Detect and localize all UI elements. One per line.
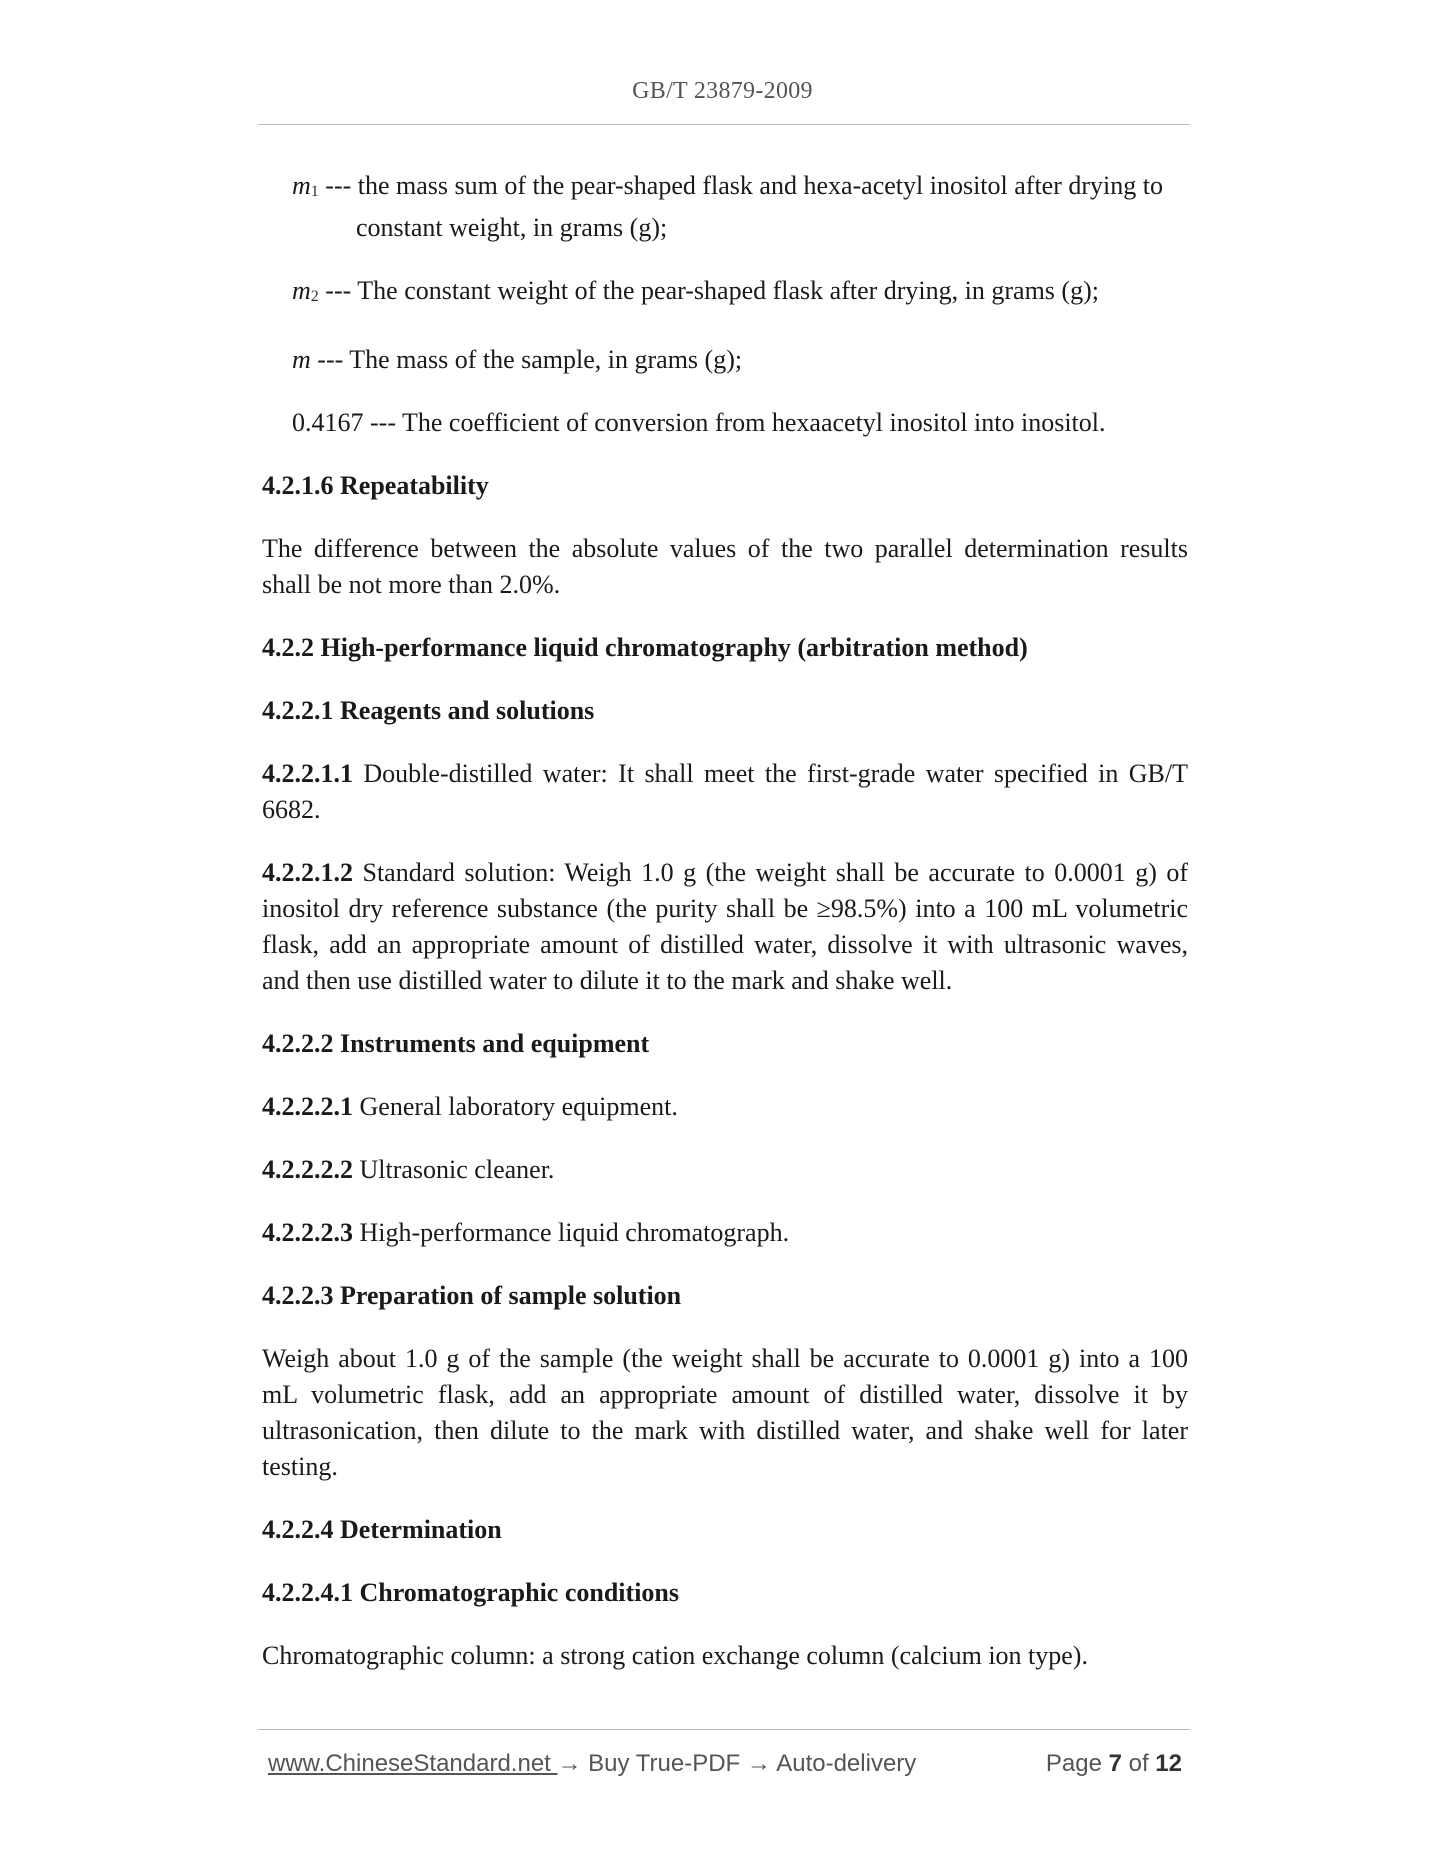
document-body bbox=[262, 168, 1188, 1701]
arrow-right-icon: → bbox=[746, 1750, 771, 1777]
clause-text: Standard solution: Weigh 1.0 g (the weight shall be accurate to 0.0001 g) of inositol dry reference substance (the purity shall be ≥98.5%) into a 100 mL volumetric flask, add an appropriate amount of distilled water, dissolve it with ultrasonic waves, and then use distilled water to dilute it to the mark and shake well. bbox=[262, 858, 1188, 995]
definition-m1 bbox=[292, 168, 1188, 246]
clause-number: 4.2.2.2.1 bbox=[262, 1092, 353, 1121]
paragraph-repeatability: The difference between the absolute values of the two parallel determination results shall be not more than 2.0%. bbox=[262, 534, 1188, 599]
page-indicator bbox=[1046, 1750, 1182, 1778]
page-footer bbox=[268, 1742, 1182, 1782]
definition-text: --- the mass sum of the pear-shaped flask and hexa-acetyl inositol after drying to bbox=[318, 171, 1163, 200]
definition-text: --- The constant weight of the pear-shaped flask after drying, in grams (g); bbox=[318, 276, 1099, 305]
website-link[interactable]: www.ChineseStandard.net bbox=[268, 1750, 558, 1777]
clause-text: Double-distilled water: It shall meet the first-grade water specified in GB/T 6682. bbox=[262, 759, 1188, 824]
definition-m bbox=[292, 342, 1188, 378]
definition-m2 bbox=[292, 273, 1188, 315]
subscript: 2 bbox=[310, 288, 319, 305]
paragraph-sample-preparation: Weigh about 1.0 g of the sample (the weight shall be accurate to 0.0001 g) into a 100 mL volumetric flask, add an appropriate amount of distilled water, dissolve it by ultrasonication, then dilute to the mark with distilled water, and shake well for later testing. bbox=[262, 1344, 1188, 1481]
clause-4-2-2-1-2 bbox=[262, 855, 1188, 999]
clause-4-2-2-2-2 bbox=[262, 1152, 1188, 1188]
section-heading-4-2-2-4-1: 4.2.2.4.1 Chromatographic conditions bbox=[262, 1578, 679, 1607]
definition-continuation: constant weight, in grams (g); bbox=[356, 213, 668, 242]
paragraph-chromatographic-column: Chromatographic column: a strong cation exchange column (calcium ion type). bbox=[262, 1641, 1088, 1670]
page-number: 7 bbox=[1108, 1750, 1122, 1777]
definition-coefficient: 0.4167 --- The coefficient of conversion from hexaacetyl inositol into inositol. bbox=[292, 408, 1106, 437]
section-heading-4-2-2-2: 4.2.2.2 Instruments and equipment bbox=[262, 1029, 650, 1058]
definition-text: --- The mass of the sample, in grams (g); bbox=[310, 345, 743, 374]
section-heading-4-2-2-3: 4.2.2.3 Preparation of sample solution bbox=[262, 1281, 682, 1310]
page-label: Page bbox=[1045, 1750, 1109, 1777]
buy-pdf-text: Buy True-PDF bbox=[581, 1750, 747, 1777]
of-label: of bbox=[1121, 1750, 1156, 1777]
symbol: m bbox=[292, 171, 311, 200]
clause-4-2-2-2-1 bbox=[262, 1089, 1188, 1125]
clause-number: 4.2.2.1.1 bbox=[262, 759, 353, 788]
clause-number: 4.2.2.2.2 bbox=[262, 1155, 353, 1184]
header-divider bbox=[258, 124, 1190, 125]
footer-divider bbox=[258, 1729, 1190, 1730]
clause-text: High-performance liquid chromatograph. bbox=[353, 1218, 790, 1247]
footer-promo bbox=[268, 1750, 916, 1778]
clause-number: 4.2.2.2.3 bbox=[262, 1218, 353, 1247]
section-heading-4-2-2: 4.2.2 High-performance liquid chromatography (arbitration method) bbox=[262, 633, 1028, 662]
clause-number: 4.2.2.1.2 bbox=[262, 858, 353, 887]
page-total: 12 bbox=[1155, 1750, 1182, 1777]
clause-4-2-2-1-1 bbox=[262, 756, 1188, 828]
section-heading-4-2-2-4: 4.2.2.4 Determination bbox=[262, 1515, 502, 1544]
symbol: m bbox=[292, 345, 311, 374]
arrow-right-icon: → bbox=[557, 1750, 582, 1777]
section-heading-4-2-1-6: 4.2.1.6 Repeatability bbox=[262, 471, 489, 500]
document-header: GB/T 23879-2009 bbox=[632, 78, 813, 104]
symbol: m bbox=[292, 276, 311, 305]
section-heading-4-2-2-1: 4.2.2.1 Reagents and solutions bbox=[262, 696, 595, 725]
subscript: 1 bbox=[310, 183, 319, 200]
auto-delivery-text: Auto-delivery bbox=[770, 1750, 917, 1777]
clause-text: General laboratory equipment. bbox=[353, 1092, 678, 1121]
clause-text: Ultrasonic cleaner. bbox=[353, 1155, 555, 1184]
clause-4-2-2-2-3 bbox=[262, 1215, 1188, 1251]
